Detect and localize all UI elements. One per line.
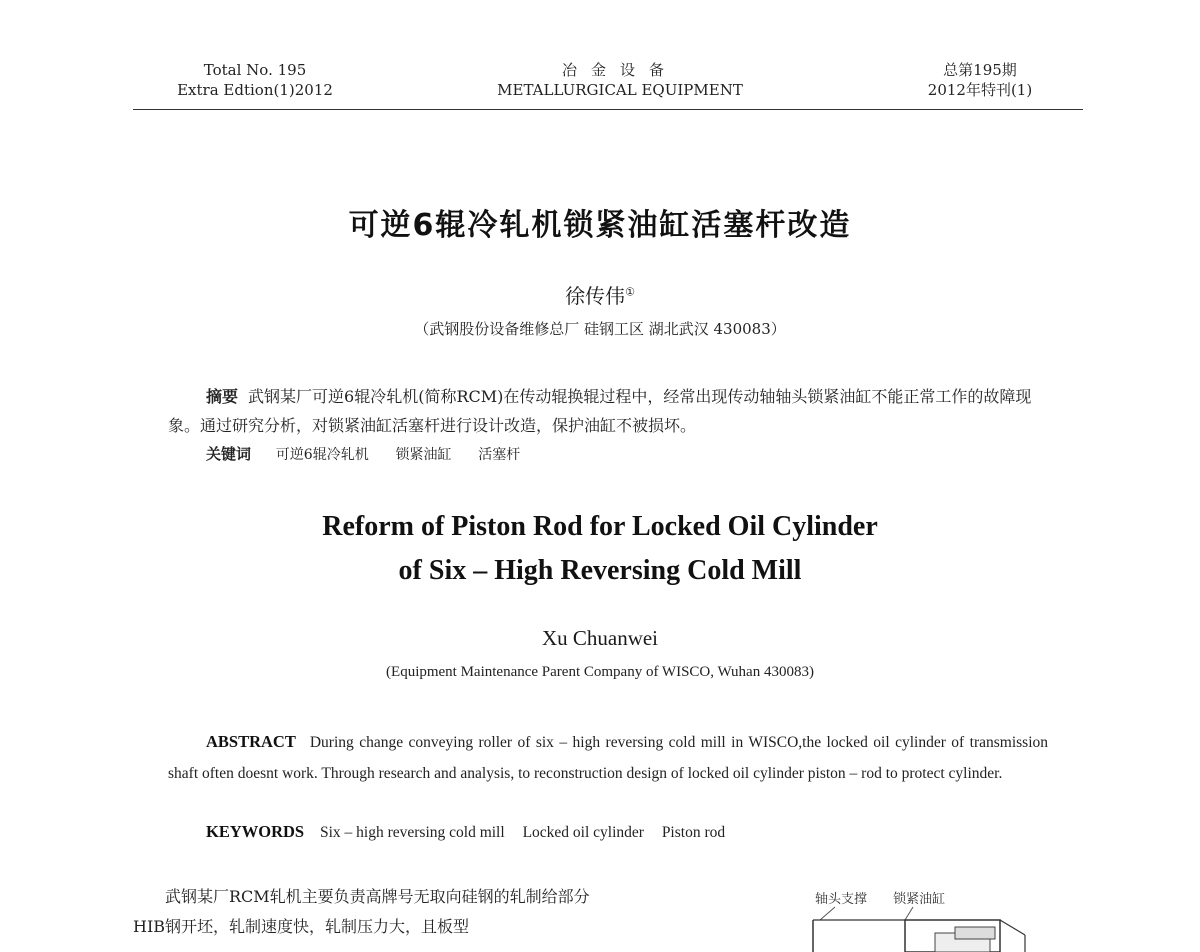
affiliation-cn: （武钢股份设备维修总厂 硅钢工区 湖北武汉 430083） xyxy=(414,320,786,338)
body-text-column xyxy=(133,882,603,942)
author-name-cn: 徐传伟 xyxy=(565,284,626,308)
paper-title-en-line2: of Six – High Reversing Cold Mill xyxy=(398,555,802,586)
keyword-en: Locked oil cylinder xyxy=(522,824,644,841)
edition: Extra Edtion(1)2012 xyxy=(177,81,333,99)
abstract-cn-text: 武钢某厂可逆6辊冷轧机(简称RCM)在传动辊换辊过程中，经常出现传动轴轴头锁紧油缸不能正常工作的故障现象。通过研究分析，对锁紧油缸活塞杆进行设计改造，保护油缸不被损坏。 xyxy=(168,387,1032,435)
abstract-en xyxy=(168,726,1048,789)
paper-title-en xyxy=(0,505,1200,593)
running-header-left xyxy=(175,60,335,100)
keyword-cn: 锁紧油缸 xyxy=(395,447,452,463)
abstract-en-text: During change conveying roller of six – high reversing cold mill in WISCO,the locked oil cylinder of transmission shaft often doesnt work. Through research and analysis, to reconstruction design of locked oil cylinder piston – rod to protect cylinder. xyxy=(168,734,1048,782)
journal-name-en: METALLURGICAL EQUIPMENT xyxy=(497,81,743,99)
total-number: Total No. 195 xyxy=(203,61,307,79)
keyword-cn: 活塞杆 xyxy=(478,447,521,463)
running-header-center xyxy=(470,60,770,100)
running-header-right xyxy=(900,60,1060,100)
keyword-cn: 可逆6辊冷轧机 xyxy=(275,447,369,463)
paper-title-en-line1: Reform of Piston Rod for Locked Oil Cylinder xyxy=(322,511,878,542)
edition-cn: 2012年特刊(1) xyxy=(927,81,1033,99)
header-rule xyxy=(133,109,1083,110)
author-footnote-mark: ① xyxy=(625,285,635,299)
abstract-en-label: ABSTRACT xyxy=(206,732,296,751)
author-en: Xu Chuanwei xyxy=(541,626,659,650)
figure-label-lock-cylinder: 锁紧油缸 xyxy=(893,892,946,907)
keywords-en-label: KEYWORDS xyxy=(206,822,305,841)
total-number-cn: 总第195期 xyxy=(943,61,1017,79)
affiliation-en: (Equipment Maintenance Parent Company of WISCO, Wuhan 430083) xyxy=(386,664,814,680)
keywords-cn xyxy=(206,443,542,464)
paper-title-cn: 可逆6辊冷轧机锁紧油缸活塞杆改造 xyxy=(348,208,852,243)
keyword-en: Six – high reversing cold mill xyxy=(319,824,505,841)
keyword-en: Piston rod xyxy=(661,824,726,841)
keywords-cn-label: 关键词 xyxy=(206,445,252,463)
abstract-cn xyxy=(168,382,1048,440)
abstract-cn-label: 摘要 xyxy=(206,387,239,406)
journal-name-cn: 冶金设备 xyxy=(561,61,678,79)
figure-label-shaft-support: 轴头支撑 xyxy=(815,892,868,907)
author-cn xyxy=(0,280,1200,309)
figure-lock-cylinder-drawing xyxy=(805,905,1045,952)
keywords-en xyxy=(206,822,739,842)
body-paragraph: 武钢某厂RCM轧机主要负责高牌号无取向硅钢的轧制给部分HIB钢开坯，轧制速度快，轧制压力大，且板型 xyxy=(133,887,590,936)
